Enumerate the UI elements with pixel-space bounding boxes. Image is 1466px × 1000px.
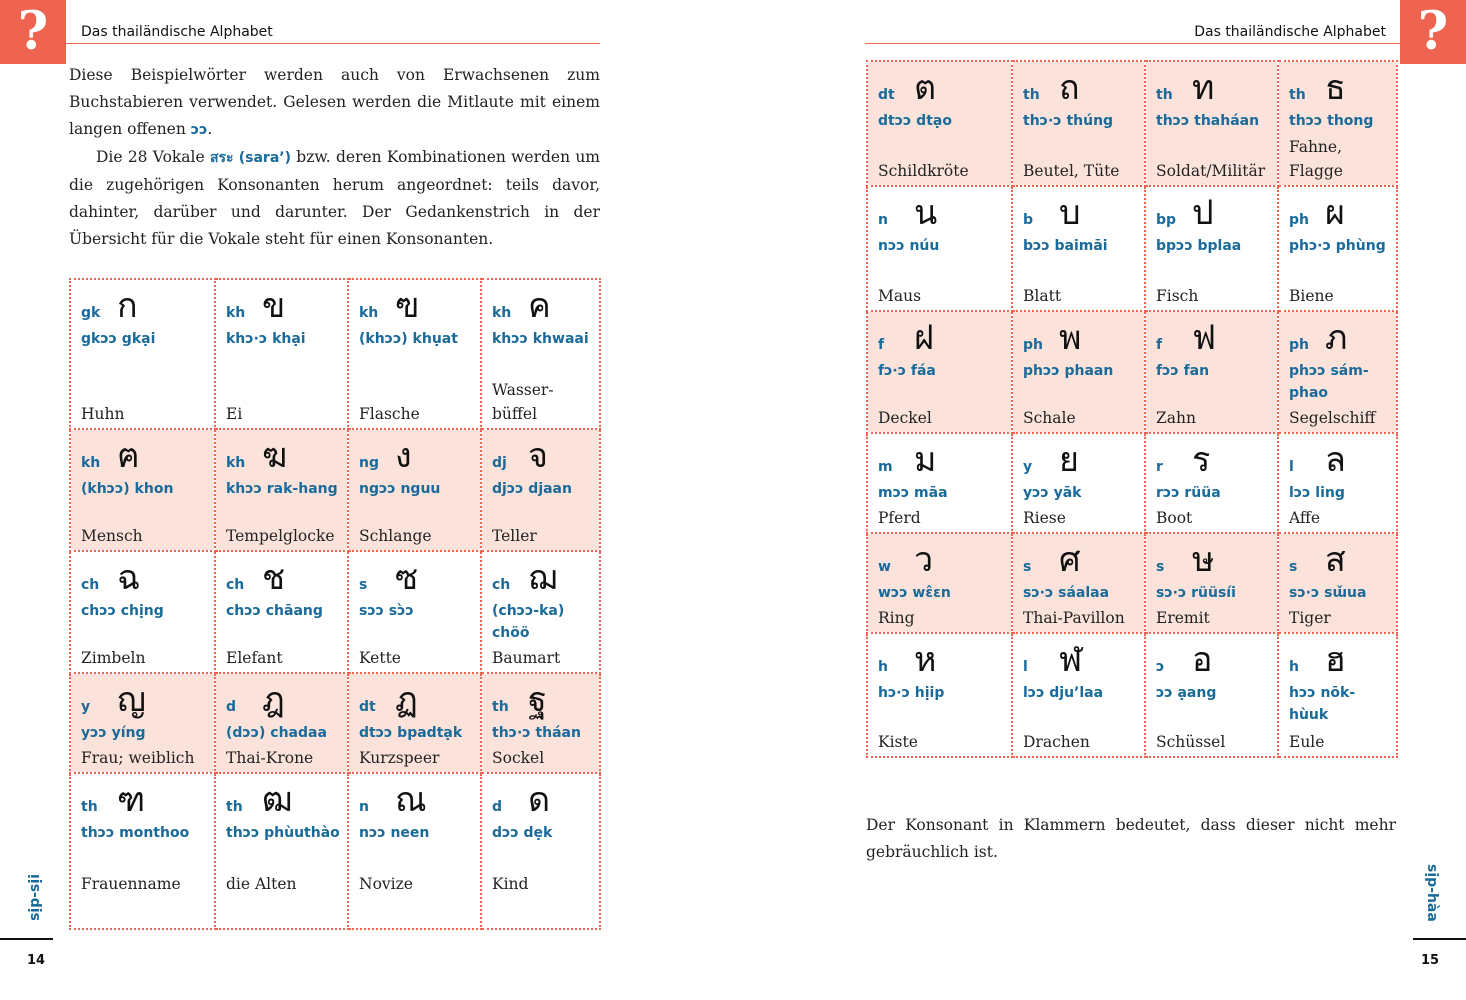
consonant-head: [1023, 542, 1138, 582]
letter-name: khɔɔ rak-hang: [226, 481, 338, 497]
consonant-cell: [1278, 61, 1397, 186]
transliteration-code: f: [1156, 337, 1163, 353]
thai-letter: ญ: [117, 680, 146, 720]
table-row: [70, 673, 600, 773]
consonant-cell: [348, 673, 481, 773]
transliteration-code: b: [1023, 212, 1034, 228]
transliteration-code: ph: [1289, 212, 1309, 228]
letter-name: sɔ·ɔ rüüsíi: [1156, 585, 1236, 601]
consonant-cell: [70, 673, 215, 773]
consonant-head: [1289, 442, 1390, 482]
letter-meaning: Boot: [1156, 509, 1193, 527]
consonant-cell: [1012, 61, 1145, 186]
consonant-head: [1289, 642, 1390, 682]
side-label-left: sịp-sịi: [27, 874, 43, 921]
consonant-cell: [215, 773, 348, 929]
transliteration-code: ng: [359, 455, 379, 471]
consonant-head: [878, 642, 1005, 682]
consonant-table-left: [69, 278, 601, 930]
letter-meaning: Schüssel: [1156, 733, 1226, 751]
letter-meaning: Eremit: [1156, 609, 1210, 627]
letter-meaning: Deckel: [878, 409, 932, 427]
letter-name: phɔɔ sám-phao: [1289, 363, 1369, 401]
thai-letter: ห: [914, 640, 937, 680]
consonant-head: [1289, 542, 1390, 582]
footnote-text: Der Konsonant in Klammern bedeutet, dass dieser nicht mehr gebräuchlich ist.: [866, 816, 1396, 861]
page-number-left: 14: [27, 953, 46, 968]
thai-letter: ฆ: [262, 436, 288, 476]
consonant-cell: [70, 279, 215, 429]
thai-letter: ฏ: [395, 680, 418, 720]
letter-meaning: Ring: [878, 609, 915, 627]
letter-meaning: Blatt: [1023, 287, 1062, 305]
transliteration-code: ch: [81, 577, 100, 593]
consonant-head: [1023, 70, 1138, 110]
letter-name: thɔɔ thaháan: [1156, 113, 1260, 129]
consonant-table-right: [866, 60, 1398, 758]
consonant-head: [1023, 642, 1138, 682]
consonant-head: [359, 682, 474, 722]
thai-letter: จ: [528, 436, 548, 476]
letter-name: lɔɔ ling: [1289, 485, 1345, 501]
thai-letter: ฐ: [528, 680, 547, 720]
thai-letter: ฒ: [262, 780, 293, 820]
thai-letter: ท: [1192, 68, 1215, 108]
letter-meaning: Beutel, Tüte: [1023, 162, 1120, 180]
consonant-head: [878, 542, 1005, 582]
consonant-cell: [867, 311, 1012, 433]
consonant-cell: [1145, 186, 1278, 311]
letter-meaning: Mensch: [81, 527, 143, 545]
transliteration-code: y: [1023, 459, 1033, 475]
letter-meaning: Baumart: [492, 649, 561, 667]
transliteration-code: dt: [878, 87, 895, 103]
transliteration-code: s: [1289, 559, 1298, 575]
letter-meaning: Fisch: [1156, 287, 1199, 305]
transliteration-code: d: [492, 799, 503, 815]
consonant-cell: [1145, 311, 1278, 433]
letter-meaning: Schale: [1023, 409, 1076, 427]
consonant-head: [226, 682, 341, 722]
consonant-head: [359, 560, 474, 600]
consonant-cell: [348, 773, 481, 929]
transliteration-code: s: [1023, 559, 1032, 575]
transliteration-code: h: [878, 659, 888, 675]
thai-letter: ฌ: [528, 558, 558, 598]
transliteration-code: gk: [81, 305, 101, 321]
transliteration-code: kh: [359, 305, 379, 321]
letter-name: (dɔɔ) chadaa: [226, 725, 327, 741]
consonant-head: [492, 560, 593, 600]
letter-meaning: Kurzspeer: [359, 749, 440, 767]
letter-name: wɔɔ wɛ̂ɛn: [878, 585, 951, 601]
thai-letter: ฝ: [914, 318, 934, 358]
thai-letter: ส: [1325, 540, 1346, 580]
letter-name: yɔɔ yíng: [81, 725, 146, 741]
consonant-cell: [1012, 186, 1145, 311]
consonant-cell: [481, 551, 600, 673]
thai-letter: ล: [1325, 440, 1346, 480]
consonant-cell: [1278, 533, 1397, 633]
letter-name: mɔɔ māa: [878, 485, 948, 501]
transliteration-code: th: [1156, 87, 1173, 103]
consonant-head: [878, 195, 1005, 235]
transliteration-code: h: [1289, 659, 1299, 675]
thai-letter: ง: [395, 436, 412, 476]
transliteration-code: th: [1289, 87, 1306, 103]
consonant-cell: [1012, 433, 1145, 533]
consonant-head: [878, 70, 1005, 110]
consonant-cell: [70, 773, 215, 929]
letter-name: thɔɔ phùuthào: [226, 825, 340, 841]
transliteration-code: ph: [1023, 337, 1043, 353]
transliteration-code: d: [226, 699, 237, 715]
question-mark-icon: ?: [0, 0, 66, 64]
consonant-cell: [1278, 433, 1397, 533]
letter-meaning: die Alten: [226, 875, 297, 893]
letter-name: sɔ·ɔ sɯ̌ua: [1289, 585, 1367, 601]
consonant-head: [1156, 442, 1271, 482]
table-row: [867, 186, 1397, 311]
transliteration-code: kh: [81, 455, 101, 471]
thai-letter: ข: [262, 286, 286, 326]
consonant-head: [1156, 642, 1271, 682]
letter-name: thɔɔ thong: [1289, 113, 1374, 129]
letter-name: nɔɔ neen: [359, 825, 430, 841]
running-header-left: Das thailändische Alphabet: [66, 24, 600, 44]
transliteration-code: s: [359, 577, 368, 593]
transliteration-code: kh: [492, 305, 512, 321]
letter-name: hɔɔ nōk-hùuk: [1289, 685, 1356, 723]
letter-meaning: Thai-Krone: [226, 749, 314, 767]
page-number-right: 15: [1421, 953, 1440, 968]
letter-name: ɔɔ ạang: [1156, 685, 1217, 701]
letter-name: khɔ·ɔ khại: [226, 331, 306, 347]
letter-name: hɔ·ɔ hịip: [878, 685, 945, 701]
consonant-head: [81, 782, 208, 822]
consonant-head: [1289, 320, 1390, 360]
consonant-head: [1289, 70, 1390, 110]
table-row: [867, 433, 1397, 533]
transliteration-code: s: [1156, 559, 1165, 575]
letter-name: gkɔɔ gkại: [81, 331, 156, 347]
transliteration-code: ɔ: [1156, 659, 1165, 675]
letter-meaning: Fahne, Flagge: [1289, 138, 1343, 180]
letter-meaning: Flasche: [359, 405, 420, 423]
consonant-head: [226, 782, 341, 822]
letter-meaning: Huhn: [81, 405, 125, 423]
thai-letter: ฑ: [117, 780, 146, 820]
consonant-cell: [1278, 186, 1397, 311]
consonant-cell: [348, 429, 481, 551]
consonant-head: [1023, 442, 1138, 482]
thai-letter: ผ: [1325, 193, 1345, 233]
letter-meaning: Kind: [492, 875, 529, 893]
thai-letter: ถ: [1059, 68, 1080, 108]
letter-meaning: Riese: [1023, 509, 1066, 527]
transliteration-code: y: [81, 699, 91, 715]
thai-letter: อ: [1192, 640, 1213, 680]
thai-letter: ต: [914, 68, 937, 108]
letter-meaning: Drachen: [1023, 733, 1090, 751]
letter-meaning: Affe: [1289, 509, 1321, 527]
consonant-cell: [70, 551, 215, 673]
side-label-right: sịp-hàa: [1424, 864, 1440, 922]
thai-letter: ป: [1192, 193, 1214, 233]
thai-letter: พ: [1059, 318, 1082, 358]
footer-rule-left: [0, 938, 53, 940]
intro-paragraph-2: Die 28 Vokale สระ (sara’) bzw. deren Kombinationen werden um die zugehörigen Konsonanten herum angeordnet: teils davor, dahinter, darüber und darunter. Der Gedankenstrich in der Übersicht für die Vokale steht für einen Konsonanten.: [69, 148, 600, 248]
consonant-cell: [867, 186, 1012, 311]
consonant-cell: [481, 429, 600, 551]
letter-name: (chɔɔ-ka) chöö: [492, 603, 565, 641]
transliteration-code: th: [492, 699, 509, 715]
letter-meaning: Kette: [359, 649, 401, 667]
letter-meaning: Sockel: [492, 749, 545, 767]
transliteration-code: ch: [226, 577, 245, 593]
thai-letter: ฉ: [117, 558, 141, 598]
intro-paragraph-1: Diese Beispielwörter werden auch von Erwachsenen zum Buchstabieren verwendet. Gelesen werden die Mitlaute mit einem langen offenen ɔɔ.: [69, 66, 600, 138]
letter-meaning: Ei: [226, 405, 243, 423]
consonant-cell: [348, 551, 481, 673]
transliteration-code: w: [878, 559, 891, 575]
consonant-cell: [70, 429, 215, 551]
thai-letter: ศ: [1059, 540, 1081, 580]
letter-meaning: Frauenname: [81, 875, 181, 893]
consonant-head: [1156, 70, 1271, 110]
letter-meaning: Zahn: [1156, 409, 1196, 427]
thai-letter: ภ: [1325, 318, 1348, 358]
thai-letter: ฅ: [117, 436, 140, 476]
transliteration-code: l: [1023, 659, 1028, 675]
letter-meaning: Tiger: [1289, 609, 1331, 627]
thai-letter: ษ: [1192, 540, 1215, 580]
table-row: [70, 279, 600, 429]
table-row: [867, 311, 1397, 433]
letter-name: ngɔɔ nguu: [359, 481, 441, 497]
letter-name: chɔɔ chāang: [226, 603, 323, 619]
consonant-cell: [215, 279, 348, 429]
thai-letter: ค: [528, 286, 551, 326]
letter-meaning: Biene: [1289, 287, 1334, 305]
letter-meaning: Pferd: [878, 509, 921, 527]
consonant-head: [878, 320, 1005, 360]
consonant-head: [226, 438, 341, 478]
letter-meaning: Tempelglocke: [226, 527, 335, 545]
consonant-cell: [1145, 61, 1278, 186]
thai-letter: น: [914, 193, 938, 233]
letter-name: khɔɔ khwaai: [492, 331, 589, 347]
letter-name: phɔ·ɔ phùng: [1289, 238, 1386, 254]
letter-name: sɔɔ sɔ̀ɔ: [359, 603, 414, 619]
transliteration-code: r: [1156, 459, 1163, 475]
table-row: [867, 61, 1397, 186]
table-row: [70, 551, 600, 673]
letter-meaning: Schildkröte: [878, 162, 969, 180]
transliteration-code: m: [878, 459, 893, 475]
consonant-cell: [1278, 633, 1397, 757]
thai-letter: ย: [1059, 440, 1079, 480]
consonant-cell: [1012, 633, 1145, 757]
table-row: [867, 533, 1397, 633]
consonant-head: [492, 782, 593, 822]
letter-meaning: Novize: [359, 875, 413, 893]
letter-name: fɔɔ fan: [1156, 363, 1210, 379]
consonant-head: [492, 438, 593, 478]
footer-rule-right: [1413, 938, 1466, 940]
letter-name: thɔ·ɔ thúng: [1023, 113, 1114, 129]
consonant-head: [81, 438, 208, 478]
thai-letter: ว: [914, 540, 934, 580]
consonant-cell: [1145, 533, 1278, 633]
transliteration-code: n: [359, 799, 369, 815]
letter-meaning: Elefant: [226, 649, 283, 667]
thai-letter: ช: [262, 558, 286, 598]
consonant-head: [1156, 542, 1271, 582]
letter-meaning: Teller: [492, 527, 537, 545]
consonant-cell: [348, 279, 481, 429]
letter-name: rɔɔ rüüa: [1156, 485, 1221, 501]
consonant-head: [81, 560, 208, 600]
highlight-sara: (sara’): [233, 150, 292, 166]
consonant-cell: [1145, 433, 1278, 533]
consonant-cell: [1012, 311, 1145, 433]
consonant-head: [1156, 320, 1271, 360]
consonant-head: [492, 682, 593, 722]
letter-meaning: Schlange: [359, 527, 432, 545]
letter-name: (khɔɔ) khụat: [359, 331, 458, 347]
thai-letter: ม: [914, 440, 937, 480]
consonant-cell: [481, 773, 600, 929]
letter-name: dtɔɔ bpadtạk: [359, 725, 463, 741]
transliteration-code: th: [81, 799, 98, 815]
consonant-cell: [1012, 533, 1145, 633]
letter-name: thɔɔ monthoo: [81, 825, 190, 841]
transliteration-code: bp: [1156, 212, 1177, 228]
thai-letter: ณ: [395, 780, 427, 820]
thai-letter: ก: [117, 286, 138, 326]
consonant-cell: [867, 433, 1012, 533]
consonant-head: [226, 288, 341, 328]
consonant-cell: [481, 279, 600, 429]
intro-text: [69, 62, 600, 253]
table-row: [867, 633, 1397, 757]
letter-name: dtɔɔ dtạo: [878, 113, 952, 129]
question-mark-icon: ?: [1400, 0, 1466, 64]
transliteration-code: th: [1023, 87, 1040, 103]
table-row: [70, 429, 600, 551]
letter-name: sɔ·ɔ sáalaa: [1023, 585, 1110, 601]
consonant-cell: [215, 551, 348, 673]
consonant-head: [878, 442, 1005, 482]
transliteration-code: n: [878, 212, 888, 228]
consonant-head: [226, 560, 341, 600]
consonant-cell: [867, 61, 1012, 186]
letter-meaning: Eule: [1289, 733, 1325, 751]
letter-name: bɔɔ baimāi: [1023, 238, 1108, 254]
consonant-cell: [1145, 633, 1278, 757]
running-header-right: Das thailändische Alphabet: [865, 24, 1400, 44]
table-row: [70, 773, 600, 929]
letter-name: bpɔɔ bplaa: [1156, 238, 1242, 254]
letter-name: yɔɔ yāk: [1023, 485, 1082, 501]
letter-meaning: Maus: [878, 287, 922, 305]
thai-letter: ฬ: [1059, 640, 1083, 680]
consonant-head: [492, 288, 593, 328]
consonant-cell: [215, 429, 348, 551]
consonant-head: [1289, 195, 1390, 235]
letter-name: dɔɔ dẹk: [492, 825, 553, 841]
consonant-head: [359, 782, 474, 822]
letter-name: lɔɔ dju’laa: [1023, 685, 1104, 701]
consonant-cell: [1278, 311, 1397, 433]
transliteration-code: kh: [226, 455, 246, 471]
thai-letter: ธ: [1325, 68, 1346, 108]
letter-name: phɔɔ phaan: [1023, 363, 1114, 379]
letter-meaning: Zimbeln: [81, 649, 146, 667]
letter-meaning: Soldat/Militär: [1156, 162, 1266, 180]
consonant-cell: [215, 673, 348, 773]
letter-meaning: Segelschiff: [1289, 409, 1376, 427]
letter-meaning: Frau; weiblich: [81, 749, 195, 767]
thai-letter: ร: [1192, 440, 1211, 480]
thai-letter: บ: [1059, 193, 1081, 233]
letter-meaning: Kiste: [878, 733, 918, 751]
transliteration-code: dt: [359, 699, 376, 715]
consonant-head: [81, 288, 208, 328]
consonant-head: [1156, 195, 1271, 235]
transliteration-code: l: [1289, 459, 1294, 475]
transliteration-code: ph: [1289, 337, 1309, 353]
transliteration-code: ch: [492, 577, 511, 593]
consonant-head: [1023, 320, 1138, 360]
consonant-cell: [867, 633, 1012, 757]
letter-meaning: Wasser-büffel: [492, 381, 554, 423]
transliteration-code: dj: [492, 455, 507, 471]
consonant-head: [359, 288, 474, 328]
thai-letter: ฮ: [1325, 640, 1346, 680]
transliteration-code: f: [878, 337, 885, 353]
letter-name: nɔɔ núu: [878, 238, 940, 254]
consonant-head: [1023, 195, 1138, 235]
consonant-head: [81, 682, 208, 722]
letter-name: chɔɔ chịng: [81, 603, 164, 619]
consonant-cell: [481, 673, 600, 773]
thai-letter: ด: [528, 780, 551, 820]
letter-name: (khɔɔ) khon: [81, 481, 174, 497]
thai-letter: ฟ: [1192, 318, 1217, 358]
letter-name: djɔɔ djaan: [492, 481, 572, 497]
transliteration-code: kh: [226, 305, 246, 321]
highlight-oo: ɔɔ: [190, 122, 208, 138]
consonant-cell: [867, 533, 1012, 633]
letter-meaning: Thai-Pavillon: [1023, 609, 1125, 627]
thai-word-sara: สระ: [209, 150, 234, 166]
letter-name: thɔ·ɔ tháan: [492, 725, 581, 741]
transliteration-code: th: [226, 799, 243, 815]
letter-name: fɔ·ɔ fáa: [878, 363, 936, 379]
consonant-head: [359, 438, 474, 478]
thai-letter: ฎ: [262, 680, 285, 720]
thai-letter: ฃ: [395, 286, 420, 326]
thai-letter: ซ: [395, 558, 419, 598]
